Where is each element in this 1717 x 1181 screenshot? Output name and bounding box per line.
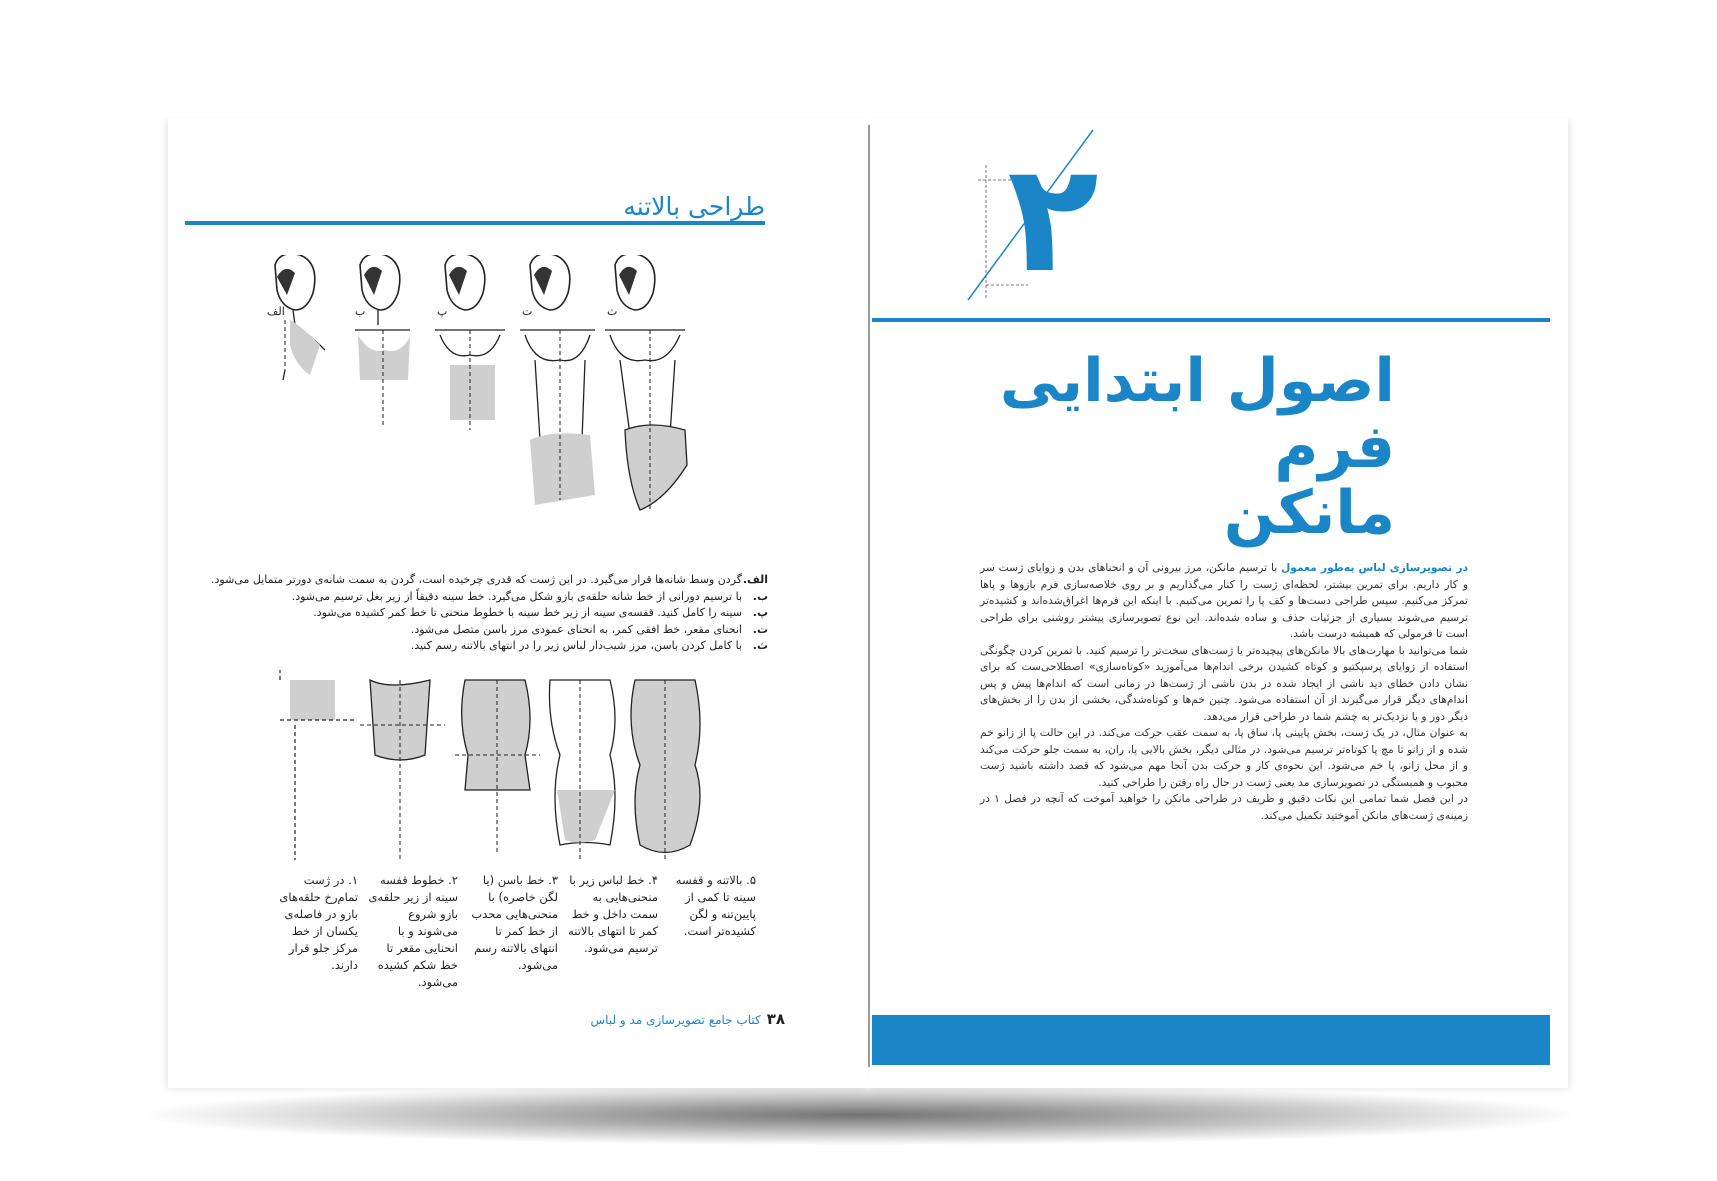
block-5	[631, 680, 700, 860]
caption-1: ۱. در ژست تمام‌رخ حلقه‌های بازو در فاصله‌ی یکسان از خط مرکز جلو قرار دارند.	[279, 873, 358, 972]
label-be: ب	[355, 305, 366, 318]
chapter-title-line2: مانکن	[1223, 478, 1395, 548]
label-pe: پ	[437, 305, 448, 318]
body-paragraph: به عنوان مثال، در یک ژست، بخش پایینی پا، ساق پا، به سمت عقب حرکت می‌کند. در این حالت پا از زانو خم شده و از زانو تا مچ پا کوتاه‌تر ترسیم می‌شود. در مثالی دیگر، بخش بالایی پا، ران، به سمت جلو حرکت می‌کند و از محل زانو، پا خم می‌شود. این نحوه‌ی کار و حرکت بدن آنجا مهم می‌شود که قصد داشته باشید ژست محبوب و همبستگی در تصویرسازی مد یعنی ژست در حال راه رفتن را طراحی کنید.	[980, 726, 1468, 789]
page-number: ۳۸	[766, 1010, 785, 1028]
note-text: گردن وسط شانه‌ها قرار می‌گیرد. در این ژست که قدری چرخیده است، گردن به سمت شانه‌ی دورتر متمایل می‌شود.	[211, 573, 742, 586]
book-spine	[868, 125, 870, 1067]
block-3	[455, 680, 540, 855]
note-item	[211, 572, 768, 589]
block-4	[549, 680, 615, 860]
label-se: ث	[607, 305, 618, 318]
book-title: کتاب جامع تصویرسازی مد و لباس	[590, 1013, 761, 1027]
paragraph-text: با ترسیم مانکن، مرز بیرونی آن و انحناهای بدن و زوایای ژست سر و کار داریم. برای تمرین بیشتر، لحظه‌ای ژست را کنار می‌گذاریم و بر روی خلاصه‌سازی فرم بازوها و پاها تمرکز می‌کنیم. سپس طراحی دست‌ها و کف پا را تمرین می‌کنیم. با اینکه این فرم‌ها اغراق‌شده‌اند و کشیده‌تر ترسیم می‌شوند بسیاری از جزئیات حذف و ساده شده‌اند. این نوع تصویرسازی بیشتر روشنی برای طراحی است تا فرمولی که همیشه درست باشد.	[980, 561, 1468, 640]
label-alef: الف	[267, 305, 285, 318]
chapter-body	[980, 560, 1468, 824]
note-item	[305, 622, 768, 639]
construction-notes	[211, 572, 768, 655]
chapter-number-graphic	[958, 125, 1108, 320]
block-2	[360, 680, 445, 860]
note-item	[305, 638, 768, 655]
note-item	[291, 589, 768, 606]
note-item	[305, 605, 768, 622]
label-te: ت	[522, 305, 533, 318]
caption-3: ۳. خط باسن (یا لگن خاصره) با منحنی‌هایی محدب از خط کمر تا انتهای بالاتنه رسم می‌شود.	[471, 873, 558, 972]
caption-4: ۴. خط لباس زیر با منحنی‌هایی به سمت داخل و خط کمر تا انتهای بالاتنه ترسیم می‌شود.	[568, 873, 658, 955]
figure-captions	[268, 872, 768, 989]
body-paragraph	[980, 560, 1468, 643]
chapter-title	[960, 348, 1395, 546]
note-text: با کامل کردن باسن، مرز شیب‌دار لباس زیر را در انتهای بالاتنه رسم کنید.	[410, 639, 742, 652]
torso-blocks-illustration	[275, 670, 760, 870]
chapter-rule	[872, 318, 1550, 322]
figure-pe	[435, 255, 505, 430]
body-paragraph: در این فصل شما تمامی این نکات دقیق و ظریف در طراحی مانکن را خواهید آموخت که آنچه در فصل ۱ در زمینه‌ی ژست‌های مانکن آموختید تکمیل می‌کند.	[980, 792, 1468, 822]
note-mark: ث.	[752, 639, 768, 652]
note-mark: پ.	[752, 606, 768, 619]
figure-be	[355, 255, 410, 425]
torso-construction-illustration	[265, 255, 770, 555]
note-mark: الف.	[742, 573, 768, 586]
page-footer	[590, 1010, 785, 1028]
note-text: با ترسیم دورانی از خط شانه حلقه‌ی بازو شکل می‌گیرد. خط سینه دقیقاً از زیر بغل ترسیم می‌شود.	[291, 589, 742, 603]
chapter-number: ۲	[1007, 132, 1099, 306]
lead-phrase: در تصویرسازی لباس به‌طور معمول	[1281, 561, 1468, 574]
caption-5: ۵. بالاتنه و قفسه سینه تا کمی از پایین‌تنه و لگن کشیده‌تر است.	[675, 873, 756, 938]
chapter-title-line1: اصول ابتدایی فرم	[999, 346, 1395, 482]
bottom-color-band	[872, 1015, 1550, 1065]
body-paragraph: شما می‌توانید با مهارت‌های بالا مانکن‌های پیچیده‌تر یا ژست‌های سخت‌تر را ترسیم کنید. با تمرین کردن چگونگی استفاده از زوایای پرسپکتیو و کوتاه کشیدن برخی اندام‌ها می‌آموزید «کوتاه‌سازی» اصطلاحی‌ست که برای نشان دادن خطای دید ناشی از ایجاد شده در بدن ناشی از ژست‌ها در زمانی است که اندام‌ها پیش و پس اندام‌های دیگر قرار می‌گیرند از آن استفاده می‌شود. چنین خم‌ها و کوتاه‌شدگی، بخشی از بدن را از بخش‌های دیگر دور و یا نزدیک‌تر به چشم شما در طراحی قرار می‌دهد.	[980, 643, 1468, 723]
note-text: انحنای مقعر، خط افقی کمر، به انحنای عمودی مرز باسن متصل می‌شود.	[410, 622, 742, 636]
block-1	[280, 670, 355, 860]
figure-se	[605, 255, 687, 510]
note-text: سینه را کامل کنید. قفسه‌ی سینه از زیر خط سینه با خطوط منحنی تا خط کمر کشیده می‌شود.	[313, 606, 742, 619]
section-title: طراحی بالاتنه	[623, 192, 765, 221]
note-mark: ت.	[752, 622, 768, 636]
book-shadow	[150, 1085, 1570, 1145]
section-title-rule	[185, 221, 765, 225]
note-mark: ب.	[752, 589, 768, 603]
figure-te	[520, 255, 595, 505]
caption-2: ۲. خطوط قفسه سینه از زیر حلقه‌ی بازو شروع می‌شوند و با انحنایی مقعر تا خط شکم کشیده می‌شود.	[368, 873, 458, 989]
